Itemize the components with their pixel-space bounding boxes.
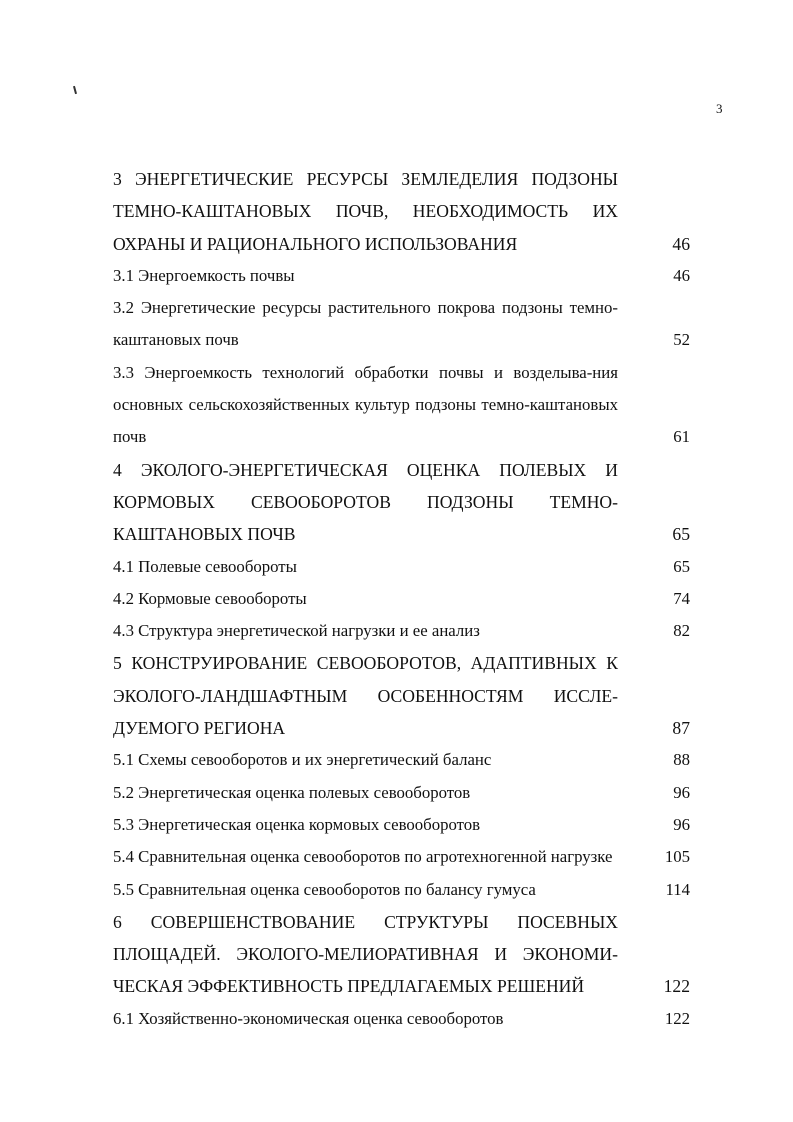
toc-entry-title: 6 СОВЕРШЕНСТВОВАНИЕ СТРУКТУРЫ ПОСЕВНЫХ ПЛОЩАДЕЙ. ЭКОЛОГО-МЕЛИОРАТИВНАЯ И ЭКОНОМИ-ЧЕСКАЯ ЭФФЕКТИВНОСТЬ ПРЕДЛАГАЕМЫХ РЕШЕНИЙ: [113, 911, 618, 997]
toc-entry: [113, 874, 690, 906]
page-number: 3: [716, 101, 723, 116]
toc-entry-title: 4.3 Структура энергетической нагрузки и ее анализ: [113, 621, 480, 641]
toc-entry-title: 5.4 Сравнительная оценка севооборотов по агротехногенной нагрузке: [113, 847, 613, 867]
toc-entry-page: 122: [663, 976, 690, 997]
toc-entry: [113, 777, 690, 809]
toc-entry-title: 3.1 Энергоемкость почвы: [113, 265, 295, 285]
toc-entry-title: 4.1 Полевые севообороты: [113, 556, 297, 576]
toc-entry: [113, 1003, 690, 1035]
toc-entry-page: 46: [672, 233, 690, 254]
toc-entry-page: 88: [673, 750, 690, 770]
toc-entry: [113, 906, 690, 1003]
toc-entry-title: 5.1 Схемы севооборотов и их энергетический баланс: [113, 750, 492, 770]
toc-entry-page: 105: [664, 847, 690, 867]
toc-entry: [113, 841, 690, 873]
toc-entry: [113, 260, 690, 292]
toc-entry-title: 5.2 Энергетическая оценка полевых севооборотов: [113, 782, 471, 802]
toc-entry: [113, 615, 690, 647]
table-of-contents: [113, 163, 690, 1035]
toc-entry-title: 4.2 Кормовые севообороты: [113, 588, 307, 608]
toc-entry-title: 5.5 Сравнительная оценка севооборотов по балансу гумуса: [113, 879, 536, 899]
toc-entry: [113, 744, 690, 776]
toc-entry-title: 5 КОНСТРУИРОВАНИЕ СЕВООБОРОТОВ, АДАПТИВНЫХ К ЭКОЛОГО-ЛАНДШАФТНЫМ ОСОБЕННОСТЯМ ИССЛЕ-ДУЕМОГО РЕГИОНА: [113, 653, 618, 739]
toc-entry: [113, 292, 690, 357]
toc-entry-page: 114: [665, 879, 690, 899]
toc-entry: [113, 647, 690, 744]
toc-entry-page: 52: [673, 330, 690, 350]
toc-entry: [113, 551, 690, 583]
toc-entry-title: 3.2 Энергетические ресурсы растительного покрова подзоны темно-каштановых почв: [113, 298, 618, 350]
toc-entry: [113, 454, 690, 551]
toc-entry-page: 87: [672, 718, 690, 739]
toc-entry-page: 65: [672, 524, 690, 545]
scan-mark: [73, 86, 77, 94]
toc-entry-page: 96: [673, 814, 690, 834]
toc-entry-title: 3 ЭНЕРГЕТИЧЕСКИЕ РЕСУРСЫ ЗЕМЛЕДЕЛИЯ ПОДЗОНЫ ТЕМНО-КАШТАНОВЫХ ПОЧВ, НЕОБХОДИМОСТЬ ИХ ОХРАНЫ И РАЦИОНАЛЬНОГО ИСПОЛЬЗОВАНИЯ: [113, 169, 618, 254]
toc-entry: [113, 163, 690, 260]
toc-entry: [113, 583, 690, 615]
toc-entry-title: 3.3 Энергоемкость технологий обработки почвы и возделыва-ния основных сельскохозяйственных культур подзоны темно-каштановых почв: [113, 362, 618, 447]
toc-entry-page: 122: [664, 1008, 690, 1028]
toc-entry-title: 5.3 Энергетическая оценка кормовых севооборотов: [113, 814, 481, 834]
toc-entry-title: 6.1 Хозяйственно-экономическая оценка севооборотов: [113, 1008, 504, 1028]
toc-entry-page: 96: [673, 782, 690, 802]
toc-entry-page: 82: [673, 621, 690, 641]
toc-entry: [113, 809, 690, 841]
toc-entry-page: 61: [673, 427, 690, 447]
toc-entry: [113, 357, 690, 454]
toc-entry-page: 46: [673, 265, 690, 285]
toc-entry-page: 65: [673, 556, 690, 576]
toc-entry-title: 4 ЭКОЛОГО-ЭНЕРГЕТИЧЕСКАЯ ОЦЕНКА ПОЛЕВЫХ И КОРМОВЫХ СЕВООБОРОТОВ ПОДЗОНЫ ТЕМНО-КАШТАНОВЫХ ПОЧВ: [113, 459, 618, 545]
toc-entry-page: 74: [673, 588, 690, 608]
